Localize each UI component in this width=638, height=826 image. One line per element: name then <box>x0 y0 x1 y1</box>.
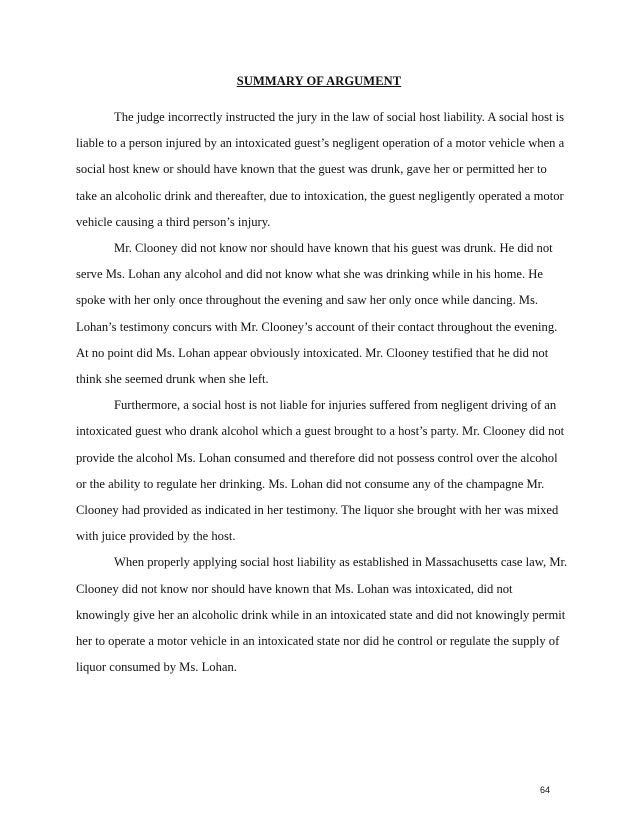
paragraph: Mr. Clooney did not know nor should have known that his guest was drunk. He did not serve Ms. Lohan any alcohol and did not know what she was drinking while in his home. He spoke with her only once throughout the evening and saw her only once while dancing. Ms. Lohan’s testimony concurs with Mr. Clooney’s account of their contact throughout the evening. At no point did Ms. Lohan appear obviously intoxicated. Mr. Clooney testified that he did not think she seemed drunk when she left. <box>76 241 558 387</box>
paragraph: The judge incorrectly instructed the jury in the law of social host liability. A social host is liable to a person injured by an intoxicated guest’s negligent operation of a motor vehicle when a social host knew or should have known that the guest was drunk, gave her or permitted her to take an alcoholic drink and thereafter, due to intoxication, the guest negligently operated a motor vehicle causing a third person’s injury. <box>76 110 565 229</box>
page-number: 64 <box>540 785 551 795</box>
paragraph: When properly applying social host liability as established in Massachusetts case law, Mr. Clooney did not know nor should have known that Ms. Lohan was intoxicated, did not knowingly give her an alcoholic drink while in an intoxicated state and did not knowingly permit her to operate a motor vehicle in an intoxicated state nor did he control or regulate the supply of liquor consumed by Ms. Lohan. <box>76 555 568 675</box>
paragraph: Furthermore, a social host is not liable for injuries suffered from negligent driving of an intoxicated guest who drank alcohol which a guest brought to a host’s party. Mr. Clooney did not provide the alcohol Ms. Lohan consumed and therefore did not possess control over the alcohol or the ability to regulate her drinking. Ms. Lohan did not consume any of the champagne Mr. Clooney had provided as indicated in her testimony. The liquor she brought with her was mixed with juice provided by the host. <box>76 398 565 544</box>
page-title: SUMMARY OF ARGUMENT <box>236 74 402 88</box>
document-body <box>76 104 568 680</box>
